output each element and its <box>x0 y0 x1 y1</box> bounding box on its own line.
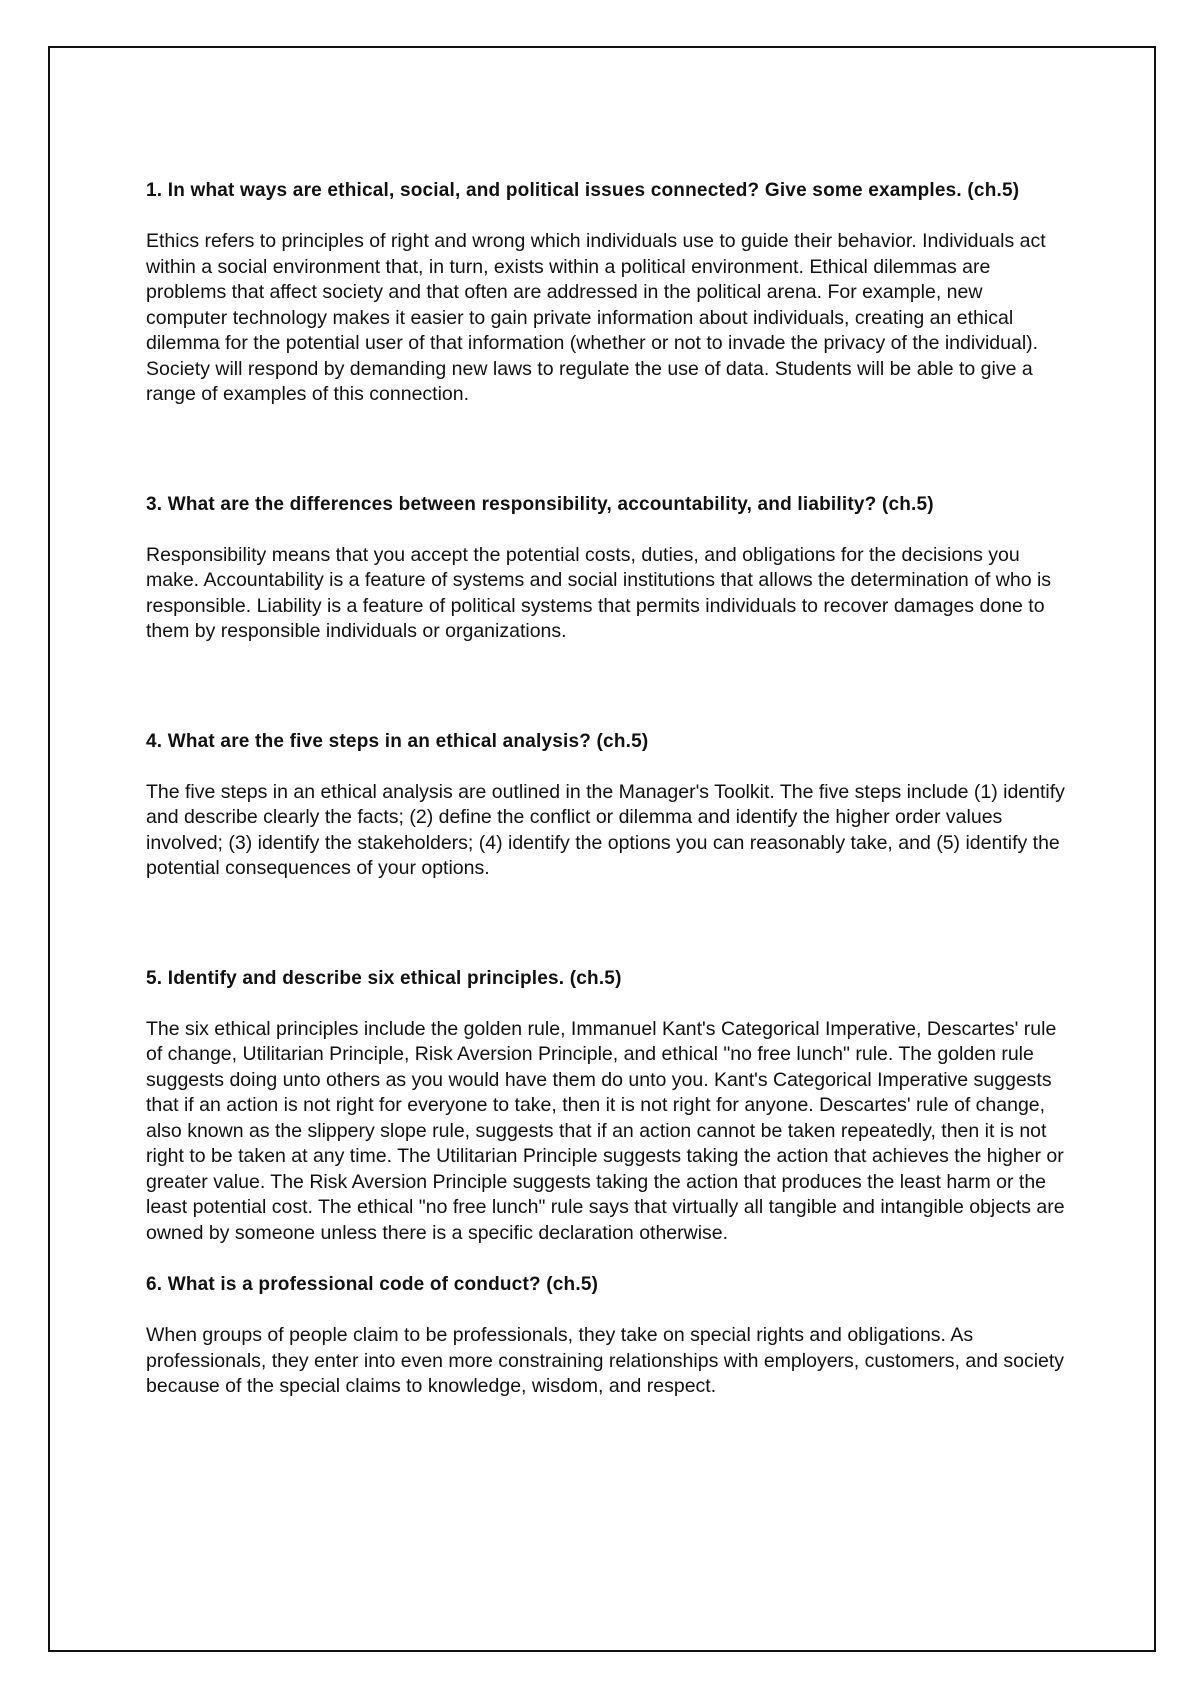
question-heading: 6. What is a professional code of conduct? (ch.5) <box>146 1274 599 1295</box>
answer-paragraph: Ethics refers to principles of right and wrong which individuals use to guide their behavior. Individuals act within a social environment that, in turn, exists within a political environment. Ethical dilemmas are problems that affect society and that often are addressed in the political arena. For example, new computer technology makes it easier to gain private information about individuals, creating an ethical dilemma for the potential user of that information (whether or not to invade the privacy of the individual). Society will respond by demanding new laws to regulate the use of data. Students will be able to give a range of examples of this connection. <box>146 230 1046 405</box>
qa-section-6 <box>146 1272 1066 1400</box>
answer-paragraph: When groups of people claim to be professionals, they take on special rights and obligations. As professionals, they enter into even more constraining relationships with employers, customers, and society because of the special claims to knowledge, wisdom, and respect. <box>146 1324 1065 1397</box>
qa-section-4 <box>146 729 1066 882</box>
question-heading: 1. In what ways are ethical, social, and political issues connected? Give some examples. (ch.5) <box>146 180 1020 201</box>
question-heading: 5. Identify and describe six ethical principles. (ch.5) <box>146 967 622 989</box>
document-content <box>146 178 1066 1400</box>
qa-section-1 <box>146 178 1066 408</box>
section-spacer <box>146 882 1066 966</box>
qa-section-3 <box>146 492 1066 645</box>
qa-section-5 <box>146 966 1066 1247</box>
section-spacer <box>146 645 1066 729</box>
section-spacer <box>146 408 1066 492</box>
answer-paragraph: Responsibility means that you accept the potential costs, duties, and obligations for the decisions you make. Accountability is a feature of systems and social institutions that allows the determination of who is responsible. Liability is a feature of political systems that permits individuals to recover damages done to them by responsible individuals or organizations. <box>146 543 1052 642</box>
question-heading: 3. What are the differences between responsibility, accountability, and liability? (ch.5) <box>146 493 934 515</box>
section-spacer <box>146 1246 1066 1272</box>
answer-paragraph: The five steps in an ethical analysis are outlined in the Manager's Toolkit. The five steps include (1) identify and describe clearly the facts; (2) define the conflict or dilemma and identify the higher order values involved; (3) identify the stakeholders; (4) identify the options you can reasonably take, and (5) identify the potential consequences of your options. <box>146 780 1065 879</box>
answer-paragraph: The six ethical principles include the golden rule, Immanuel Kant's Categorical Imperative, Descartes' rule of change, Utilitarian Principle, Risk Aversion Principle, and ethical "no free lunch" rule. The golden rule suggests doing unto others as you would have them do unto you. Kant's Categorical Imperative suggests that if an action is not right for everyone to take, then it is not right for anyone. Descartes' rule of change, also known as the slippery slope rule, suggests that if an action cannot be taken repeatedly, then it is not right to be taken at any time. The Utilitarian Principle suggests taking the action that achieves the higher or greater value. The Risk Aversion Principle suggests taking the action that produces the least harm or the least potential cost. The ethical "no free lunch" rule says that virtually all tangible and intangible objects are owned by someone unless there is a specific declaration otherwise. <box>146 1017 1065 1244</box>
question-heading: 4. What are the five steps in an ethical analysis? (ch.5) <box>146 730 649 752</box>
